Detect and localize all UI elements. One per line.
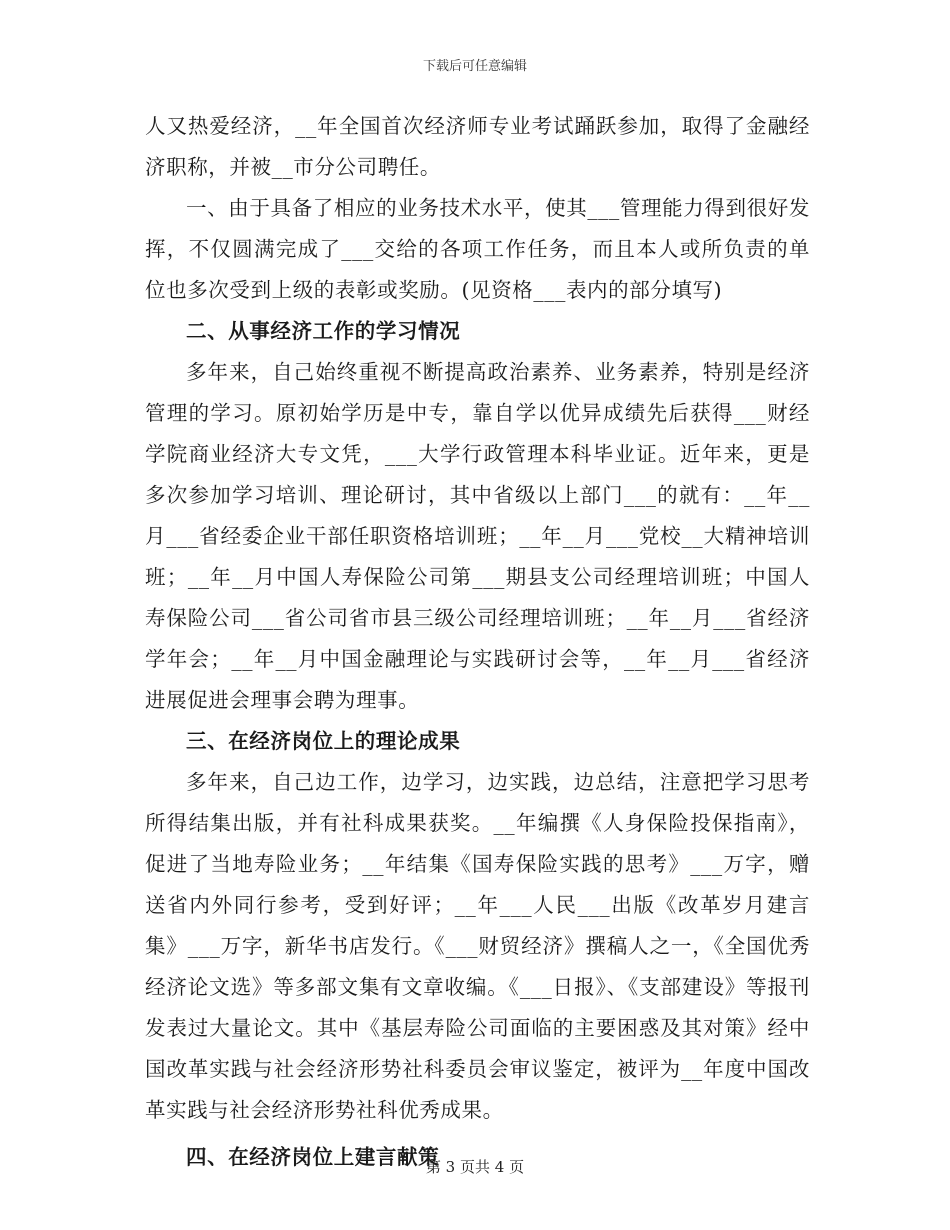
section-heading-advice: 四、在经济岗位上建言献策 (186, 1145, 440, 1169)
section-heading-theory: 三、在经济岗位上的理论成果 (186, 729, 461, 753)
paragraph-intro-continued: 人又热爱经济，__年全国首次经济师专业考试踊跃参加，取得了金融经济职称，并被__市分公司聘任。 (145, 114, 810, 179)
page-header: 下载后可任意编辑 (422, 59, 527, 74)
document-body (145, 106, 810, 1178)
section-heading-study: 二、从事经济工作的学习情况 (186, 319, 461, 343)
page-footer: 第 3 页共 4 页 (425, 1158, 525, 1176)
paragraph-theory: 多年来，自己边工作，边学习，边实践，边总结，注意把学习思考所得结集出版，并有社科成果获奖。__年编撰《人身保险投保指南》，促进了当地寿险业务；__年结集《国寿保险实践的思考》___万字，赠送省内外同行参考，受到好评；__年___人民___出版《改革岁月建言集》___万字，新华书店发行。《___财贸经济》撰稿人之一，《全国优秀经济论文选》等多部文集有文章收编。《___日报》、《支部建设》等报刊发表过大量论文。其中《基层寿险公司面临的主要困惑及其对策》经中国改革实践与社会经济形势社科委员会审议鉴定，被评为__年度中国改革实践与社会经济形势社科优秀成果。 (145, 770, 810, 1122)
paragraph-study: 多年来，自己始终重视不断提高政治素养、业务素养，特别是经济管理的学习。原初始学历是中专，靠自学以优异成绩先后获得___财经学院商业经济大专文凭，___大学行政管理本科毕业证。近年来，更是多次参加学习培训、理论研讨，其中省级以上部门___的就有：__年__月___省经委企业干部任职资格培训班；__年__月___党校__大精神培训班；__年__月中国人寿保险公司第___期县支公司经理培训班；中国人寿保险公司___省公司省市县三级公司经理培训班；__年__月___省经济学年会；__年__月中国金融理论与实践研讨会等，__年__月___省经济进展促进会理事会聘为理事。 (145, 360, 810, 712)
paragraph-section-one: 一、由于具备了相应的业务技术水平，使其___管理能力得到很好发挥，不仅圆满完成了___交给的各项工作任务，而且本人或所负责的单位也多次受到上级的表彰或奖励。(见资格___表内的部分填写) (145, 196, 810, 302)
